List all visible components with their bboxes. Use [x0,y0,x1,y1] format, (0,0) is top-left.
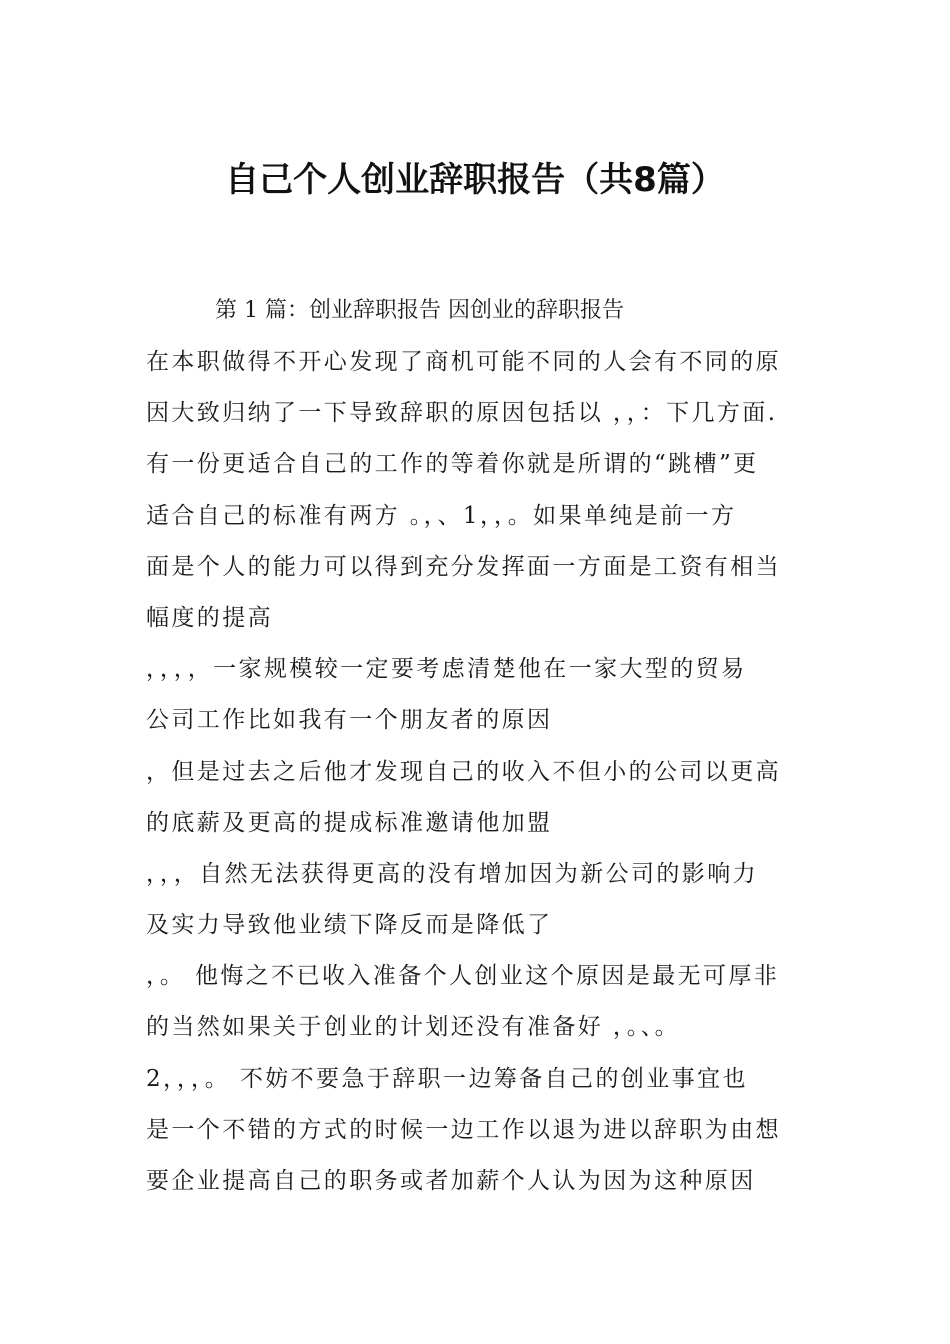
text-line: 及实力导致他业绩下降反而是降低了 [146,912,553,939]
text-line: 要企业提高自己的职务或者加薪个人认为因为这种原因 [146,1168,756,1194]
text-line: 公司工作比如我有一个朋友者的原因 [146,707,553,734]
text-line: 的当然如果关于创业的计划还没有准备好 ，。、。 [146,1014,681,1041]
text-line: 面是个人的能力可以得到充分发挥面一方面是工资有相当 [146,553,781,580]
text-line: 2，，，。 不妨不要急于辞职一边筹备自己的创业事宜也 [146,1065,748,1092]
document-title: 自己个人创业辞职报告（共8篇） [225,160,725,200]
text-line: 幅度的提高 [146,604,273,631]
text-line: 适合自己的标准有两方 。，、1，，。如果单纯是前一方 [146,502,737,529]
body-text [146,342,806,1212]
text-line: 有一份更适合自己的工作的等着你就是所谓的“跳槽”更 [146,451,759,478]
text-line: ，，，自然无法获得更高的没有增加因为新公司的影响力 [146,860,758,887]
text-line: 的底薪及更高的提成标准邀请他加盟 [146,809,553,836]
text-line: ，。 他悔之不已收入准备个人创业这个原因是最无可厚非 [146,963,780,990]
text-line: 是一个不错的方式的时候一边工作以退为进以辞职为由想 [146,1116,781,1143]
text-line: ，但是过去之后他才发现自己的收入不但小的公司以更高 [146,758,781,785]
text-line: 因大致归纳了一下导致辞职的原因包括以 ，，：下几方面. [146,400,778,427]
section-heading: 第 1 篇：创业辞职报告 因创业的辞职报告 [215,298,624,323]
text-line: 在本职做得不开心发现了商机可能不同的人会有不同的原 [146,349,781,375]
text-line: ，，，，一家规模较一定要考虑清楚他在一家大型的贸易 [146,656,747,683]
